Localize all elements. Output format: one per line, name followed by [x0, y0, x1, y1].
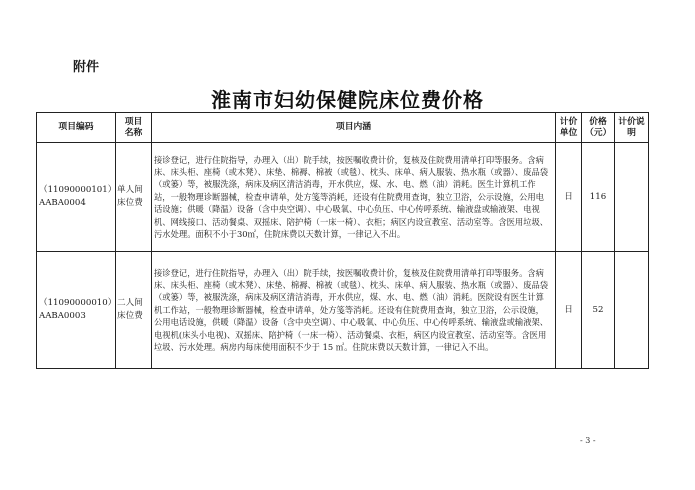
row-unit: 日: [556, 252, 582, 369]
row-code-line2: AABA0003: [39, 311, 86, 321]
page-title: 淮南市妇幼保健院床位费价格: [211, 88, 484, 112]
table-row: [37, 252, 649, 369]
row-price: 52: [582, 252, 615, 369]
row-price: 116: [582, 143, 615, 252]
attachment-label: 附件: [73, 60, 100, 75]
price-table: [36, 112, 649, 369]
header-content: 项目内涵: [152, 113, 556, 143]
row-note: [615, 143, 649, 252]
table-header-row: [37, 113, 649, 143]
header-price: 价格（元）: [582, 113, 615, 143]
row-content: 接诊登记，进行住院指导，办理入（出）院手续，按医嘱收费计价，复核及住院费用清单打印等服务。含病床、床头柜、座椅（或木凳）、床垫、棉褥、棉被（或毯）、枕头、床单、病人服装、热水瓶（或器）、废品袋（或篓）等，被服洗涤，病床及病区清洁消毒，开水供应，煤、水、电、燃（油）消耗。医生计算机工作站，一般物理诊断器械，检查申请单，处方笺等消耗，还设有住院费用查询，独立卫浴，公示设施，公用电话设施；供暖（降温）设备（含中央空调）、中心吸氧、中心负压、中心传呼系统、输液盘或输液架、电视机、网线接口、活动餐桌、双摇床、陪护椅（一床一椅）、衣柜；病区内设宣教室、活动室等。含医用垃圾、污水处理。面积不小于30㎡，住院床费以天数计算，一律记入不出。: [152, 143, 556, 252]
page-number: - 3 -: [580, 436, 596, 445]
row-content: 接诊登记，进行住院指导，办理入（出）院手续，按医嘱收费计价，复核及住院费用清单打印等服务。含病床、床头柜、座椅（或木凳）、床垫、棉褥、棉被（或毯）、枕头、床单、病人服装、热水瓶（或器）、废品袋（或篓）等，被服洗涤，病床及病区清洁消毒，开水供应，煤、水、电、燃（油）消耗。医院设有医生计算机工作站，一般物理诊断器械，检查申请单，处方笺等消耗。还设有住院费用查询，独立卫浴，公示设施，公用电话设施，供暖（降温）设备（含中央空调）、中心吸氧、中心负压、中心传呼系统、输液盘或输液架、电视机(床头小电视)、双摇床、陪护椅（一床一椅）、活动餐桌、衣柜，病区内设宣教室、活动室等。含医用垃圾、污水处理。病房内每床使用面积不少于 15 ㎡。住院床费以天数计算，一律记入不出。: [152, 252, 556, 369]
row-code-line1: （11090000010）: [39, 298, 117, 308]
header-code: 项目编码: [37, 113, 116, 143]
row-code-cell: [37, 143, 116, 252]
row-note: [615, 252, 649, 369]
row-name: 单人间床位费: [116, 143, 152, 252]
header-note: 计价说明: [615, 113, 649, 143]
header-unit: 计价单位: [556, 113, 582, 143]
row-name: 二人间床位费: [116, 252, 152, 369]
header-name: 项目名称: [116, 113, 152, 143]
row-code-cell: [37, 252, 116, 369]
row-code-line2: AABA0004: [39, 198, 86, 208]
row-unit: 日: [556, 143, 582, 252]
table-row: [37, 143, 649, 252]
row-code-line1: （11090000101）: [39, 185, 117, 195]
